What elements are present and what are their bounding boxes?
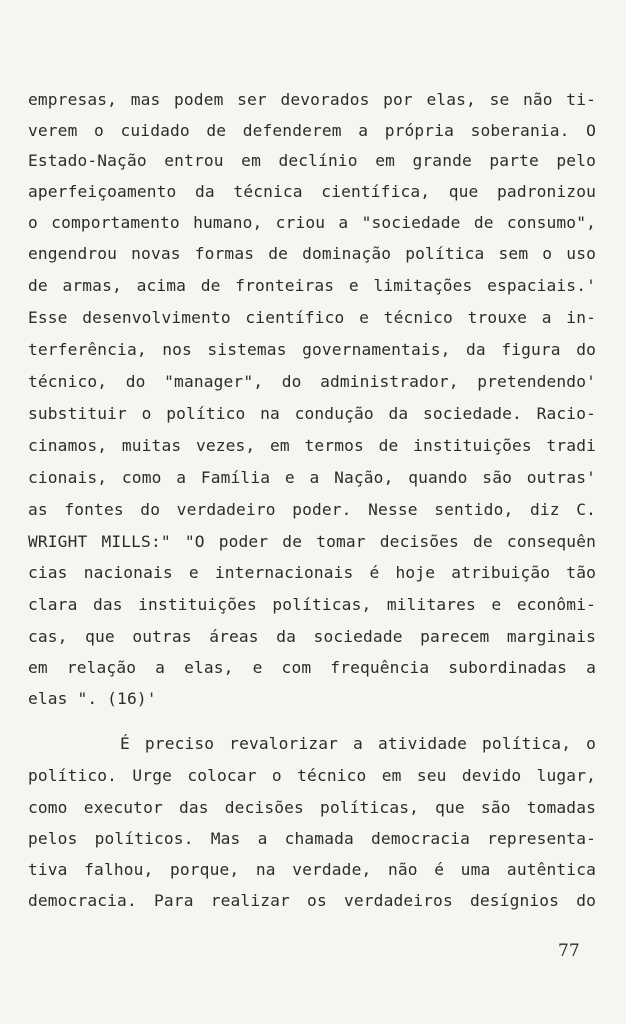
text-line: cas, que outras áreas da sociedade parecem marginais [28,627,596,646]
text-line: como executor das decisões políticas, que são tomadas [28,798,596,817]
text-line: pelos políticos. Mas a chamada democracia representa- [28,829,596,848]
text-line: terferência, nos sistemas governamentais, da figura do [28,340,596,359]
text-line: cinamos, muitas vezes, em termos de instituições tradi [28,436,596,455]
text-line: Estado-Nação entrou em declínio em grande parte pelo [28,151,596,170]
text-line: tiva falhou, porque, na verdade, não é uma autêntica [28,860,596,879]
text-line: político. Urge colocar o técnico em seu devido lugar, [28,766,596,785]
text-line: cionais, como a Família e a Nação, quando são outras' [28,468,596,487]
text-line: o comportamento humano, criou a "sociedade de consumo", [28,213,596,232]
text-line: WRIGHT MILLS:" "O poder de tomar decisões de consequên [28,532,596,551]
text-line: as fontes do verdadeiro poder. Nesse sentido, diz C. [28,500,596,519]
text-line: democracia. Para realizar os verdadeiros desígnios do [28,891,596,910]
text-line: verem o cuidado de defenderem a própria soberania. O [28,121,596,140]
text-line: clara das instituições políticas, militares e econômi- [28,595,596,614]
text-line: engendrou novas formas de dominação política sem o uso [28,244,596,263]
paragraph-first-line: É preciso revalorizar a atividade política, o [120,734,596,753]
text-line-last: elas ". (16)' [28,689,157,708]
text-line: empresas, mas podem ser devorados por elas, se não ti- [28,90,596,109]
text-line: técnico, do "manager", do administrador, pretendendo' [28,372,596,391]
text-line: substituir o político na condução da sociedade. Racio- [28,404,596,423]
text-line: de armas, acima de fronteiras e limitações espaciais.' [28,276,596,295]
text-line: em relação a elas, e com frequência subordinadas a [28,658,596,677]
text-line: cias nacionais e internacionais é hoje atribuição tão [28,563,596,582]
text-line: Esse desenvolvimento científico e técnico trouxe a in- [28,308,596,327]
page-number: 77 [558,941,580,961]
text-line: aperfeiçoamento da técnica científica, que padronizou [28,182,596,201]
